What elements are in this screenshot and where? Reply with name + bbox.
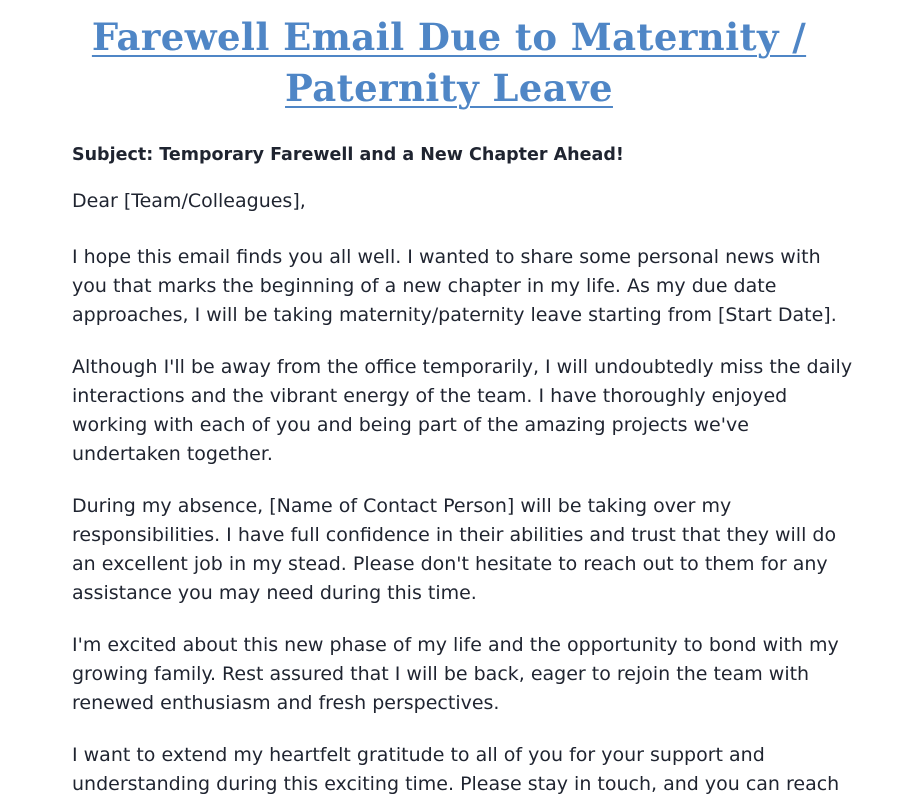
email-subject: Subject: Temporary Farewell and a New Chapter Ahead!	[72, 145, 624, 165]
document-title	[40, 12, 858, 114]
paragraph-line: interactions and the vibrant energy of the team. I have thoroughly enjoyed	[72, 385, 788, 407]
paragraph-line: During my absence, [Name of Contact Person] will be taking over my	[72, 495, 732, 517]
paragraph-2	[72, 353, 862, 469]
title-line-1: Farewell Email Due to Maternity /	[91, 15, 807, 59]
paragraph-line: you that marks the beginning of a new chapter in my life. As my due date	[72, 275, 777, 297]
paragraph-line: I want to extend my heartfelt gratitude to all of you for your support and	[72, 744, 765, 766]
paragraph-line: Although I'll be away from the office temporarily, I will undoubtedly miss the daily	[72, 356, 853, 378]
paragraph-5	[72, 741, 862, 799]
paragraph-line: growing family. Rest assured that I will be back, eager to rejoin the team with	[72, 663, 810, 685]
paragraph-line: understanding during this exciting time. Please stay in touch, and you can reach	[72, 773, 840, 795]
paragraph-1	[72, 243, 862, 330]
paragraph-3	[72, 492, 862, 608]
email-greeting: Dear [Team/Colleagues],	[72, 190, 306, 212]
paragraph-line: responsibilities. I have full confidence in their abilities and trust that they will do	[72, 524, 837, 546]
paragraph-line: undertaken together.	[72, 443, 273, 465]
email-body	[72, 143, 862, 800]
paragraph-4	[72, 631, 862, 718]
paragraph-line: I hope this email finds you all well. I wanted to share some personal news with	[72, 246, 821, 268]
paragraph-line: renewed enthusiasm and fresh perspectives.	[72, 692, 500, 714]
title-line-2: Paternity Leave	[285, 66, 613, 110]
paragraph-line: an excellent job in my stead. Please don't hesitate to reach out to them for any	[72, 553, 828, 575]
paragraph-line: I'm excited about this new phase of my life and the opportunity to bond with my	[72, 634, 839, 656]
paragraph-line: approaches, I will be taking maternity/paternity leave starting from [Start Date].	[72, 304, 837, 326]
paragraph-line: assistance you may need during this time.	[72, 582, 477, 604]
paragraph-line: working with each of you and being part of the amazing projects we've	[72, 414, 749, 436]
